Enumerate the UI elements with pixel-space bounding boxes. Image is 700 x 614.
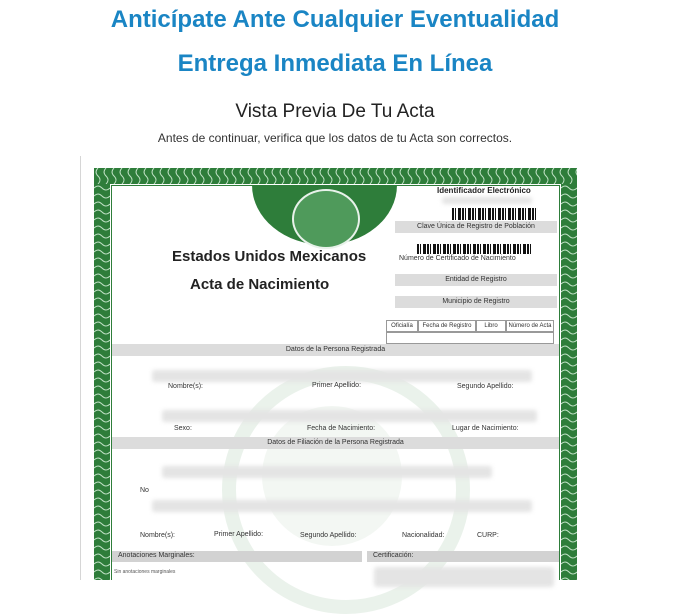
person-values-row2 bbox=[162, 410, 537, 422]
verification-notice: Antes de continuar, verifica que los datos de tu Acta son correctos. bbox=[157, 131, 513, 145]
filiation-section-header: Datos de Filiación de la Persona Registrada bbox=[112, 437, 559, 449]
registry-entity-label: Entidad de Registro bbox=[395, 274, 557, 286]
certificate-border-top bbox=[94, 168, 577, 184]
certificate-number-barcode bbox=[417, 244, 532, 254]
registry-col-office: Oficialía bbox=[386, 320, 418, 332]
curp-barcode bbox=[452, 208, 537, 220]
national-seal-banner bbox=[252, 185, 397, 245]
registry-col-number: Número de Acta bbox=[506, 320, 554, 332]
registry-values-row bbox=[386, 332, 554, 344]
country-title: Estados Unidos Mexicanos bbox=[172, 248, 367, 265]
curp-label: Clave Única de Registro de Población bbox=[395, 221, 557, 233]
annotations-label: Anotaciones Marginales: bbox=[118, 552, 195, 559]
person-values-row1 bbox=[152, 370, 532, 382]
filiation-name-label: Nombre(s): bbox=[140, 532, 176, 539]
person-second-surname-label: Segundo Apellido: bbox=[457, 383, 514, 390]
coat-of-arms-icon bbox=[292, 189, 360, 249]
page-subtitle: Entrega Inmediata En Línea bbox=[177, 50, 493, 77]
person-section-header: Datos de la Persona Registrada bbox=[112, 344, 559, 356]
annotations-value: Sin anotaciones marginales bbox=[114, 569, 176, 575]
registry-municipality-label: Municipio de Registro bbox=[395, 296, 557, 308]
filiation-values-lower bbox=[152, 500, 532, 512]
person-first-surname-label: Primer Apellido: bbox=[312, 382, 362, 389]
filiation-second-surname-label: Segundo Apellido: bbox=[300, 532, 357, 539]
registry-col-book: Libro bbox=[476, 320, 506, 332]
person-sex-label: Sexo: bbox=[174, 425, 192, 432]
person-birthplace-label: Lugar de Nacimiento: bbox=[452, 425, 519, 432]
preview-frame-edge bbox=[80, 156, 81, 580]
electronic-id-label: Identificador Electrónico bbox=[437, 186, 531, 195]
filiation-values-upper bbox=[162, 466, 492, 478]
page-title: Anticípate Ante Cualquier Eventualidad bbox=[110, 6, 560, 33]
filiation-first-surname-label: Primer Apellido: bbox=[214, 531, 264, 538]
filiation-curp-label: CURP: bbox=[477, 532, 499, 539]
registry-col-date: Fecha de Registro bbox=[418, 320, 476, 332]
certification-label: Certificación: bbox=[373, 552, 414, 559]
electronic-id-value bbox=[442, 197, 532, 204]
certificate-number-label: Número de Certificado de Nacimiento bbox=[399, 255, 516, 262]
person-birthdate-label: Fecha de Nacimiento: bbox=[307, 425, 376, 432]
preview-title: Vista Previa De Tu Acta bbox=[235, 101, 435, 122]
birth-certificate-preview bbox=[94, 168, 577, 580]
person-name-label: Nombre(s): bbox=[168, 383, 204, 390]
filiation-nationality-label: Nacionalidad: bbox=[402, 532, 445, 539]
document-title: Acta de Nacimiento bbox=[190, 276, 330, 293]
certificate-body bbox=[111, 185, 560, 580]
certification-text-block bbox=[374, 567, 554, 587]
filiation-partial-label: No bbox=[140, 487, 149, 494]
certificate-border-left bbox=[94, 168, 110, 580]
certificate-border-right bbox=[561, 168, 577, 580]
